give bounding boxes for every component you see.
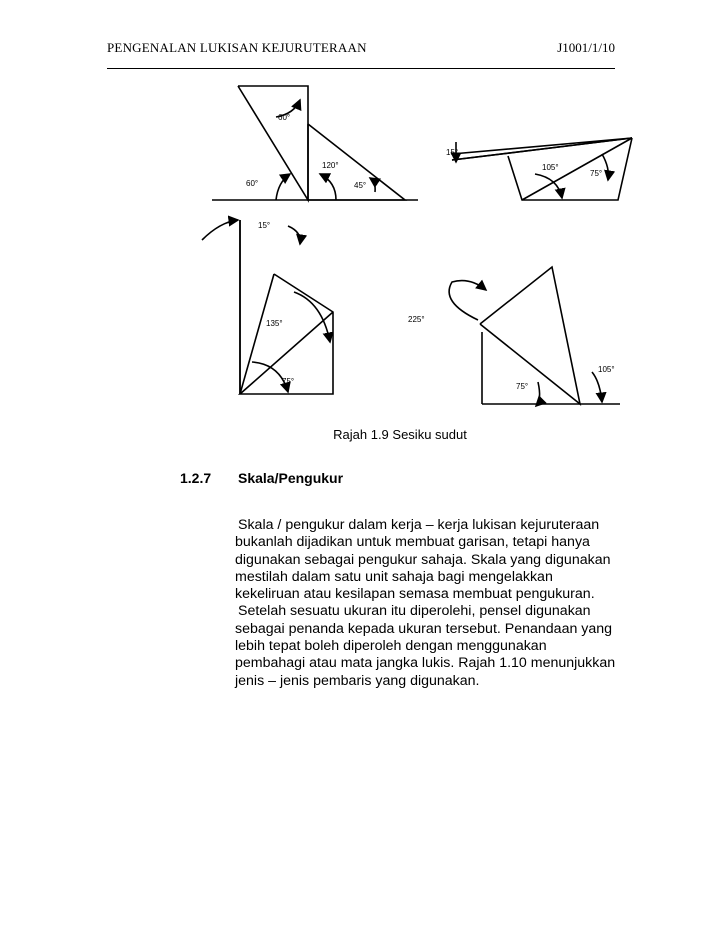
label-105-d: 105° [598,365,615,374]
label-135: 135° [266,319,283,328]
label-15-c: 15° [258,221,271,230]
figure-caption: Rajah 1.9 Sesiku sudut [333,427,467,442]
label-105-b: 105° [542,163,559,172]
section-number: 1.2.7 [180,470,212,486]
paragraph-line: jenis – jenis pembaris yang digunakan. [235,672,480,689]
label-120: 120° [322,161,339,170]
label-75-c: 75° [282,377,295,386]
paragraph-line: pembahagi atau mata jangka lukis. Rajah 1.10 menunjukkan [235,655,616,672]
set-square-angles-drawing [190,82,642,412]
figure-set-squares [190,82,642,412]
paragraph-line: bukanlah dijadikan untuk membuat garisan, tetapi hanya [235,534,590,551]
label-225: 225° [408,315,425,324]
label-75-b: 75° [590,169,603,178]
section-title: Skala/Pengukur [238,470,344,486]
document-title: PENGENALAN LUKISAN KEJURUTERAAN [107,40,367,55]
paragraph-line: Setelah sesuatu ukuran itu diperolehi, pensel digunakan [238,603,591,620]
body-paragraph [235,517,635,690]
paragraph-line: digunakan sebagai pengukur sahaja. Skala yang digunakan [235,551,611,568]
page-header [107,40,615,68]
section-heading [180,470,343,486]
paragraph-line: kekeliruan atau kesilapan semasa membuat pengukuran. [235,586,595,603]
label-45: 45° [354,181,367,190]
header-rule [107,68,615,69]
label-60: 60° [246,179,259,188]
paragraph-line: sebagai penanda kepada ukuran tersebut. Penandaan yang [235,620,613,637]
paragraph-line: mestilah dalam satu unit sahaja bagi mengelakkan [235,568,553,585]
label-75-d: 75° [516,382,529,391]
paragraph-line: lebih tepat boleh diperoleh dengan menggunakan [235,638,547,655]
label-15-b: 15° [446,148,459,157]
page-code: J1001/1/10 [557,40,615,55]
paragraph-line: Skala / pengukur dalam kerja – kerja lukisan kejuruteraan [238,517,600,533]
label-60-top: 60° [278,113,291,122]
